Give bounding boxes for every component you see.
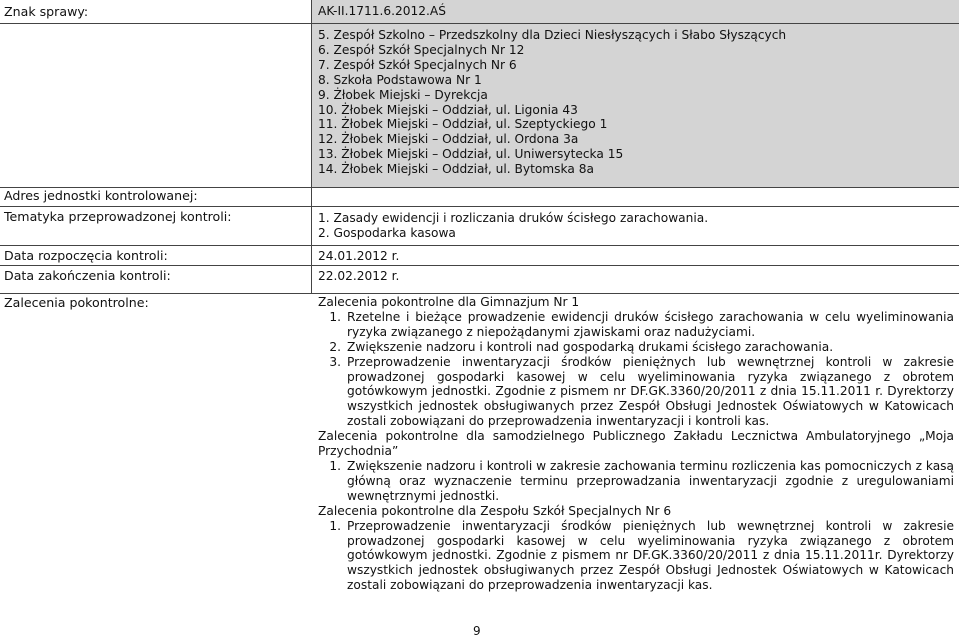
page-number: 9 [473, 624, 481, 638]
start-date-label: Data rozpoczęcia kontroli: [4, 248, 168, 263]
item-text: Przeprowadzenie inwentaryzacji środków pieniężnych lub wewnętrznej kontroli w zakresie prowadzonej gospodarki kasowej w celu wyeliminowania ryzyka związanego z obrotem gotówkowym jednostki. Zgodnie z pismem nr DF.GK.3360/20/2011 z dnia 15.11.2011 r. Dyrektorzy wszystkich jednostek obsługiwanych przez Zespół Obsługi Jednostek Oświatowych w Katowicach zostali zobowiązani do przeprowadzenia inwentaryzacji i kontroli kas. [347, 354, 954, 429]
section-title: Zalecenia pokontrolne dla Gimnazjum Nr 1 [318, 295, 580, 309]
list-item: 10. Żłobek Miejski – Oddział, ul. Ligonia 43 [318, 102, 578, 117]
item-number: 1. [329, 309, 341, 324]
list-item: 8. Szkoła Podstawowa Nr 1 [318, 72, 482, 87]
row-divider [0, 293, 959, 294]
item-text: Zwiększenie nadzoru i kontroli nad gospodarką drukami ścisłego zarachowania. [347, 339, 834, 354]
item-text: Przeprowadzenie inwentaryzacji środków pieniężnych lub wewnętrznej kontroli w zakresie prowadzonej gospodarki kasowej w celu wyeliminowania ryzyka związanego z obrotem gotówkowym jednostki. Zgodnie z pismem nr DF.GK.3360/20/2011 z dnia 15.11.2011r. Dyrektorzy wszystkich jednostek obsługiwanych przez Zespół Obsługi Jednostek Oświatowych w Katowicach zostali zobowiązani do przeprowadzenia inwentaryzacji kas. [347, 518, 954, 593]
list-item: 13. Żłobek Miejski – Oddział, ul. Uniwersytecka 15 [318, 147, 624, 162]
row-divider [0, 23, 959, 24]
column-divider [311, 0, 312, 294]
list-item: 7. Zespół Szkół Specjalnych Nr 6 [318, 57, 517, 72]
list-item [318, 310, 954, 340]
topic-label: Tematyka przeprowadzonej kontroli: [4, 209, 232, 224]
list-item [318, 519, 954, 594]
case-number: AK-II.1711.6.2012.AŚ [318, 4, 446, 18]
section-title: Zalecenia pokontrolne dla Zespołu Szkół Specjalnych Nr 6 [318, 503, 672, 518]
unit-list [318, 28, 786, 177]
item-number: 3. [329, 354, 341, 369]
address-label: Adres jednostki kontrolowanej: [4, 188, 198, 203]
end-date-label: Data zakończenia kontroli: [4, 268, 171, 283]
item-text: Zwiększenie nadzoru i kontroli w zakresie zachowania terminu rozliczenia kas pomocniczych z kasą główną oraz wyznaczenie terminu przeprowadzania inwentaryzacji zgodnie z uregulowaniami wewnętrznymi jednostki. [347, 458, 954, 503]
list-item [318, 355, 954, 430]
end-date-value: 22.02.2012 r. [318, 269, 400, 283]
item-number: 1. [329, 458, 341, 473]
topic-item: 2. Gospodarka kasowa [318, 226, 456, 240]
section-title: Zalecenia pokontrolne dla samodzielnego Publicznego Zakładu Lecznictwa Ambulatoryjnego „Moja Przychodnia” [318, 429, 954, 459]
row-divider [0, 265, 959, 266]
list-item: 5. Zespół Szkolno – Przedszkolny dla Dzieci Niesłyszących i Słabo Słyszących [318, 28, 787, 42]
list-item: 11. Żłobek Miejski – Oddział, ul. Szeptyckiego 1 [318, 117, 608, 132]
case-label: Znak sprawy: [4, 4, 89, 19]
topic-item: 1. Zasady ewidencji i rozliczania druków ścisłego zarachowania. [318, 211, 709, 225]
list-item [318, 459, 954, 504]
recommendations-label: Zalecenia pokontrolne: [4, 295, 149, 310]
list-item: 12. Żłobek Miejski – Oddział, ul. Ordona 3a [318, 132, 579, 147]
item-text: Rzetelne i bieżące prowadzenie ewidencji druków ścisłego zarachowania w celu wyeliminowania ryzyka związanego z niepożądanymi zjawiskami oraz nadużyciami. [347, 309, 954, 339]
item-number: 1. [329, 518, 341, 533]
list-item [318, 340, 954, 355]
recommendations-body [318, 295, 954, 593]
start-date-value: 24.01.2012 r. [318, 249, 400, 263]
list-item: 6. Zespół Szkół Specjalnych Nr 12 [318, 42, 525, 57]
list-item: 9. Żłobek Miejski – Dyrekcja [318, 87, 488, 102]
row-divider [0, 245, 959, 246]
item-number: 2. [329, 339, 341, 354]
row-divider [0, 206, 959, 207]
list-item: 14. Żłobek Miejski – Oddział, ul. Bytomska 8a [318, 162, 594, 177]
